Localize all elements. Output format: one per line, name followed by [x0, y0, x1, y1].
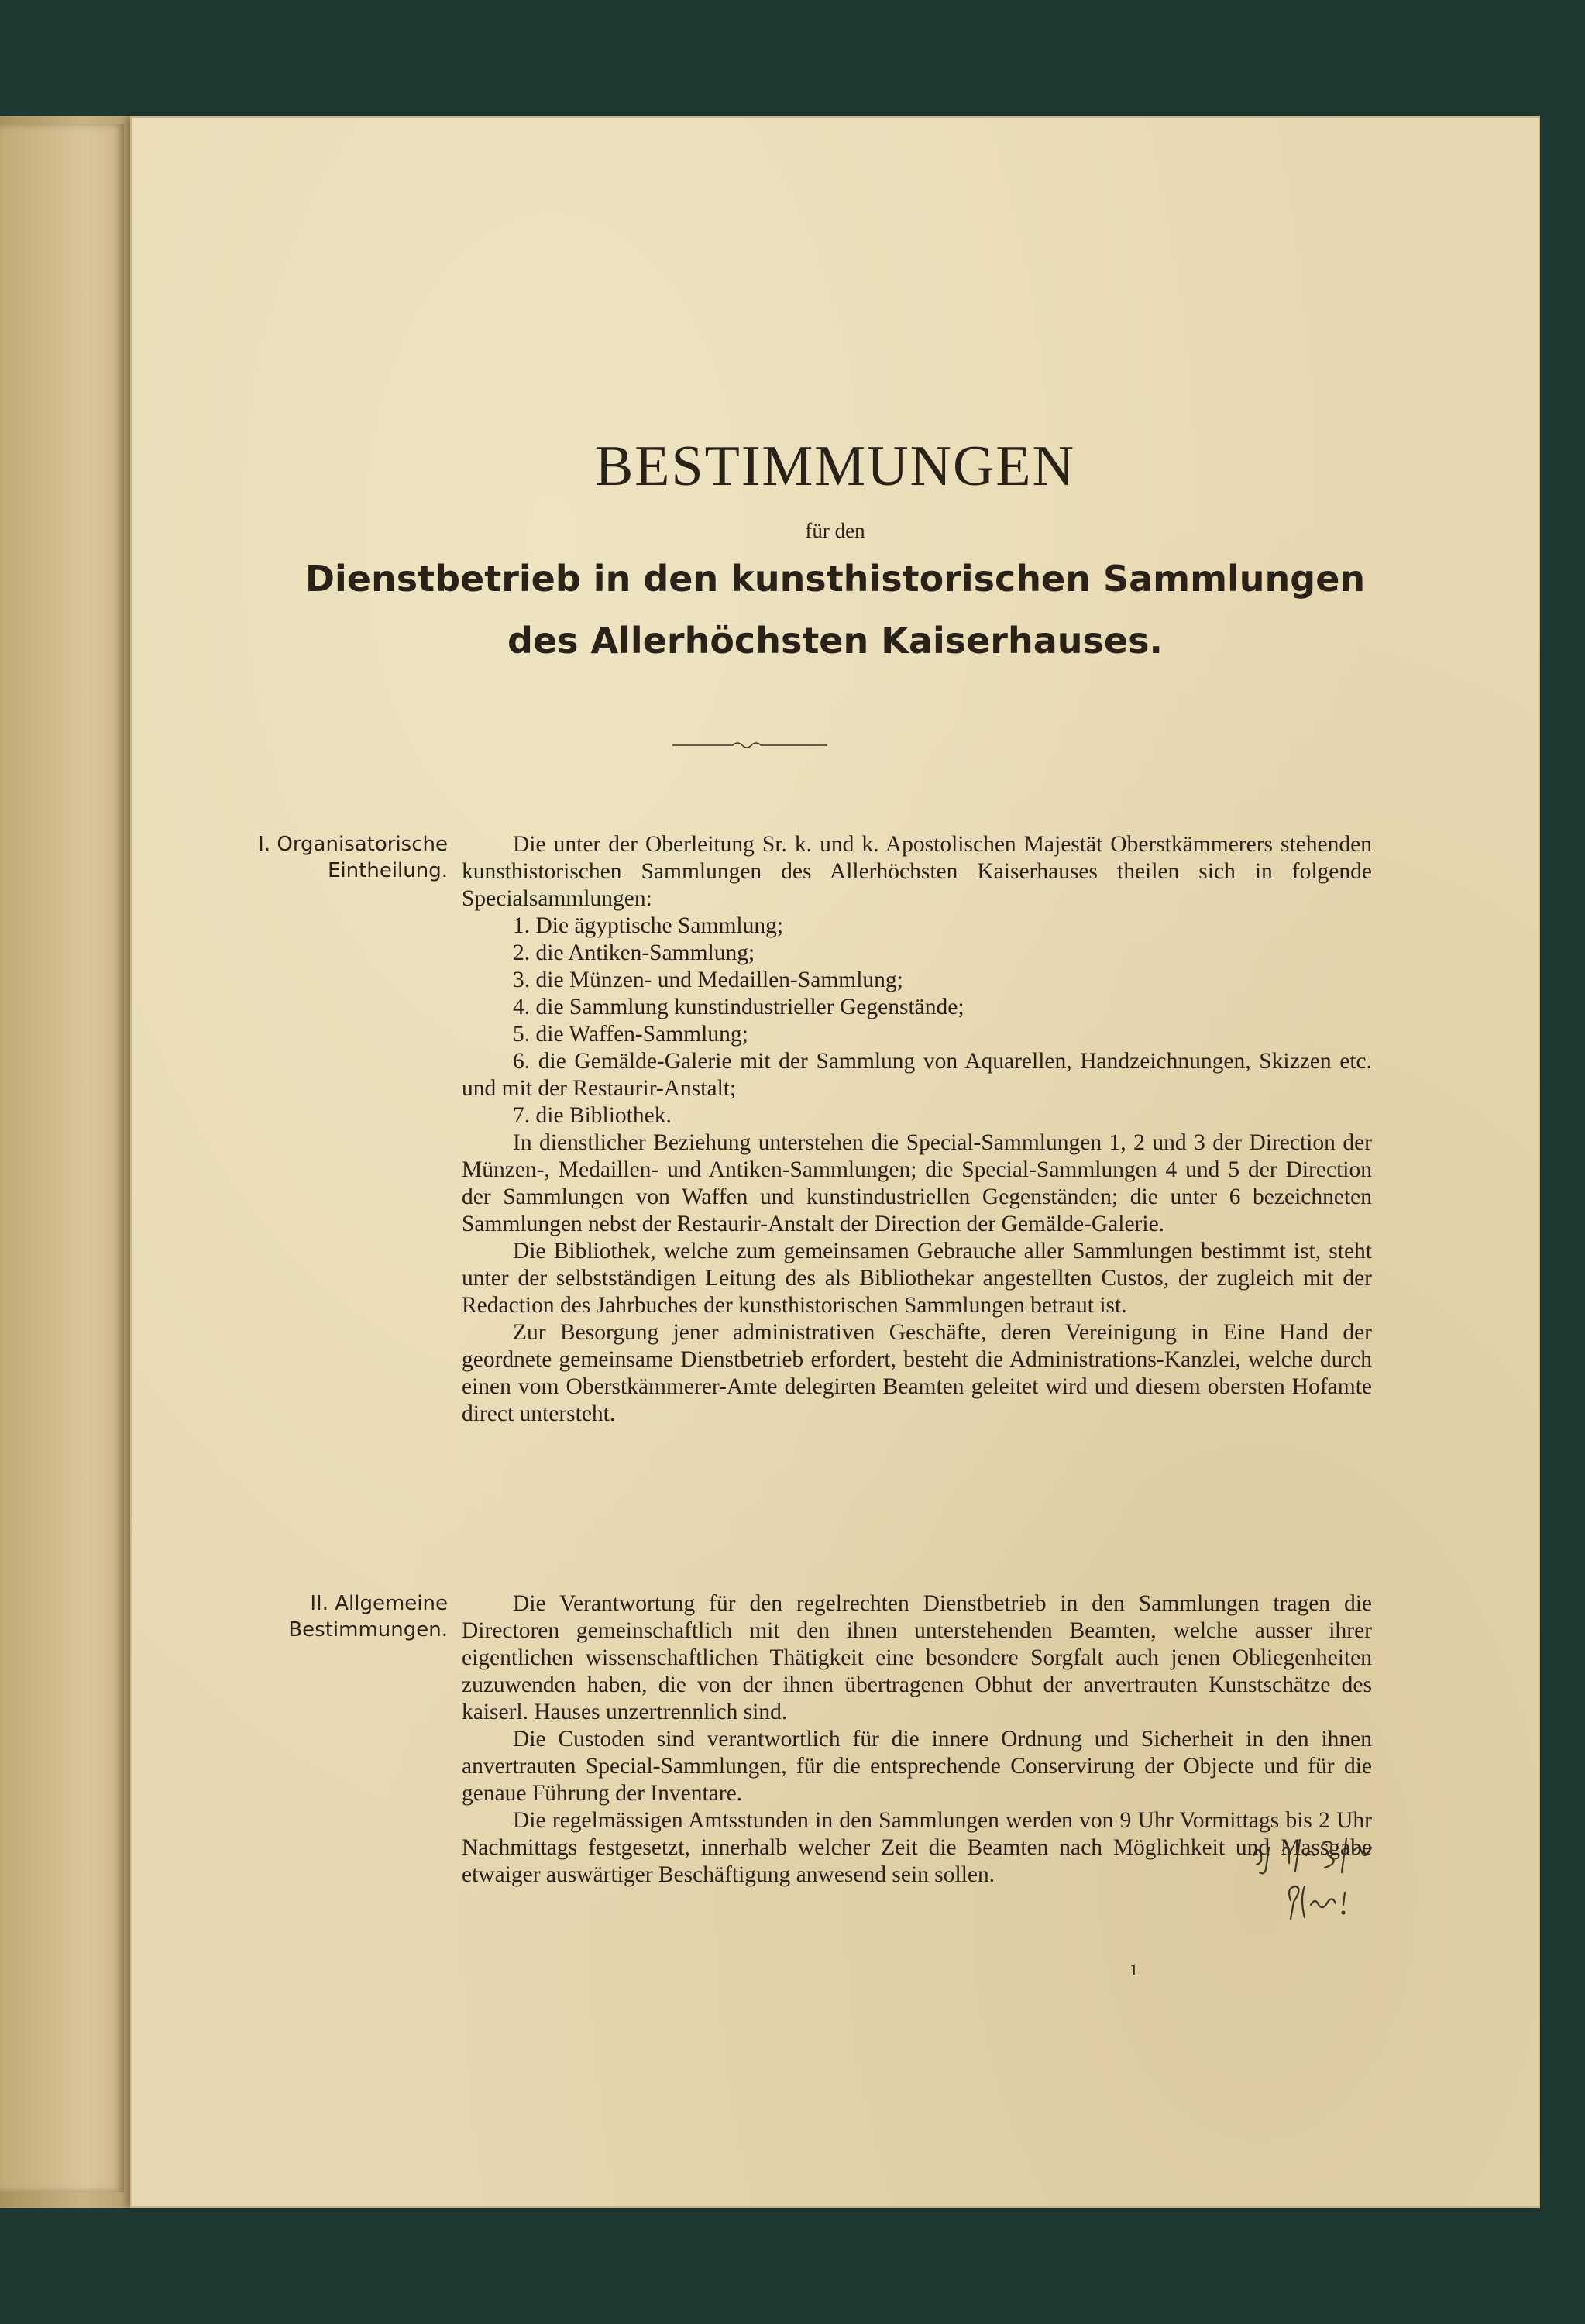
- list-item: 7. die Bibliothek.: [513, 1103, 672, 1128]
- section-2-paragraph-3: Die regelmässigen Amtsstunden in den Sammlungen werden von 9 Uhr Vormittags bis 2 Uhr Nachmittags festgesetzt, innerhalb welcher Zeit die Beamten nach Möglichkeit und Massgabe etwaiger auswärtiger Beschäftigung anwesend sein sollen.: [462, 1808, 1372, 1887]
- ornamental-divider: [672, 737, 827, 753]
- page-number: 1: [1129, 1960, 1138, 1979]
- section-1-paragraph-2: In dienstlicher Beziehung unterstehen die Special-Sammlungen 1, 2 und 3 der Direction der Münzen-, Medaillen- und Antiken-Sammlungen; die Special-Sammlungen 4 und 5 der Direction der Sammlungen von Waffen und kunstindustriellen Gegenständen; die unter 6 bezeichneten Sammlungen nebst der Restaurir-Anstalt der Direction der Gemälde-Galerie.: [462, 1130, 1372, 1236]
- list-item: 6. die Gemälde-Galerie mit der Sammlung von Aquarellen, Handzeichnungen, Skizzen etc. und mit der Restaurir-Anstalt;: [462, 1049, 1372, 1101]
- section-2-paragraph-2: Die Custoden sind verantwortlich für die innere Ordnung und Sicherheit in den ihnen anvertrauten Special-Sammlungen, für die entsprechende Conservirung der Objecte und für die genaue Führung der Inventare.: [462, 1727, 1372, 1806]
- subtitle-line-2: des Allerhöchsten Kaiserhauses.: [507, 620, 1163, 662]
- section-1-label-line-2: Eintheilung.: [328, 859, 448, 882]
- section-1-paragraph-4: Zur Besorgung jener administrativen Geschäfte, deren Vereinigung in Eine Hand der geordnete gemeinsame Dienstbetrieb erfordert, besteht die Administrations-Kanzlei, welche durch einen vom Oberstkämmerer-Amte delegirten Beamten geleitet wird und diesem obersten Hofamte direct untersteht.: [462, 1320, 1372, 1426]
- section-1-label-line-1: I. Organisatorische: [258, 833, 448, 856]
- section-2-body: [462, 1590, 1372, 1889]
- section-1-paragraph-3: Die Bibliothek, welche zum gemeinsamen Gebrauche aller Sammlungen bestimmt ist, steht unter der selbstständigen Leitung des als Bibliothekar angestellten Custos, der zugleich mit der Redaction des Jahrbuches der kunsthistorischen Sammlungen betraut ist.: [462, 1239, 1372, 1318]
- list-item: 2. die Antiken-Sammlung;: [513, 940, 755, 965]
- subtitle-line-1: Dienstbetrieb in den kunsthistorischen Sammlungen: [304, 558, 1366, 600]
- list-item: 5. die Waffen-Sammlung;: [513, 1022, 748, 1047]
- section-2-label-line-1: II. Allgemeine: [310, 1592, 448, 1615]
- section-1-intro: Die unter der Oberleitung Sr. k. und k. Apostolischen Majestät Oberstkämmerers stehenden kunsthistorischen Sammlungen des Allerhöchsten Kaiserhauses theilen sich in folgende Specialsammlungen:: [462, 832, 1372, 911]
- section-1-body: [462, 831, 1372, 1428]
- list-item: 3. die Münzen- und Medaillen-Sammlung;: [513, 968, 903, 992]
- list-item: 4. die Sammlung kunstindustrieller Gegenstände;: [513, 995, 964, 1019]
- left-facing-page: [0, 124, 124, 2192]
- section-2-margin-label: [239, 1590, 448, 1643]
- section-2-label-line-2: Bestimmungen.: [288, 1618, 448, 1642]
- section-2-paragraph-1: Die Verantwortung für den regelrechten Dienstbetrieb in den Sammlungen tragen die Directoren gemeinschaftlich mit den ihnen unterstehenden Beamten, welche ausser ihrer eigentlichen wissenschaftlichen Thätigkeit eine besondere Sorgfalt auch jenen Obliegenheiten zuzuwenden haben, die von der ihnen übertragenen Obhut der anvertrauten Kunstschätze des kaiserl. Hauses unzertrennlich sind.: [462, 1591, 1372, 1724]
- document-title: BESTIMMUNGEN: [594, 435, 1076, 498]
- title-connector: für den: [805, 519, 865, 542]
- document-page: [130, 116, 1540, 2208]
- handwritten-note: [1246, 1824, 1424, 1941]
- list-item: 1. Die ägyptische Sammlung;: [513, 913, 784, 938]
- section-1-margin-label: [239, 831, 448, 884]
